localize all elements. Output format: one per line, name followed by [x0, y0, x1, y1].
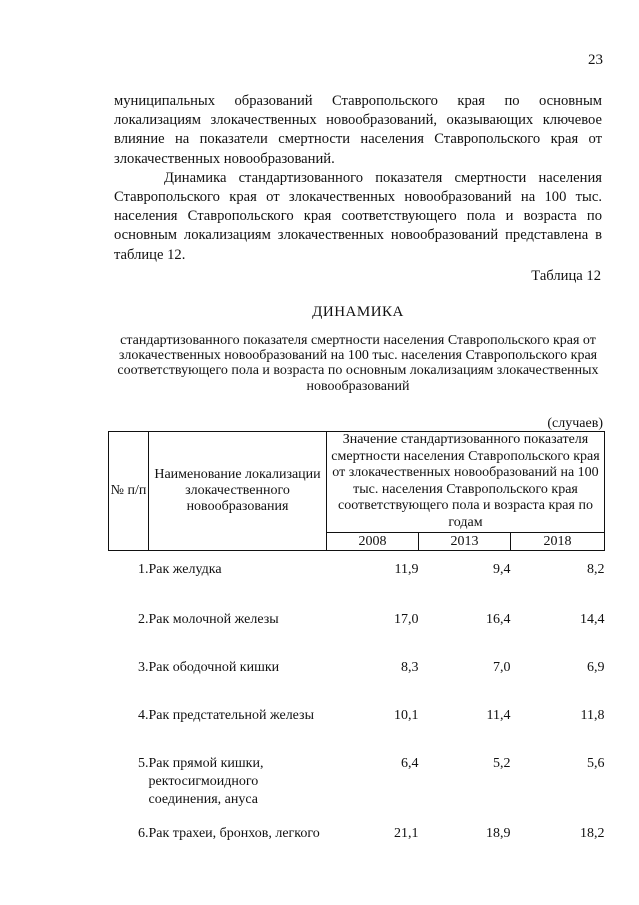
units-label: (случаев) [547, 416, 603, 431]
table-label: Таблица 12 [531, 268, 601, 284]
table-row [109, 741, 605, 811]
table-row [109, 811, 605, 865]
header-year-2013: 2013 [419, 532, 511, 550]
header-year-2008: 2008 [327, 532, 419, 550]
row-value-2018: 8,2 [587, 561, 605, 577]
row-value-2008: 10,1 [394, 707, 419, 723]
row-value-2008: 6,4 [401, 755, 419, 771]
row-name: Рак трахеи, бронхов, легкого [148, 825, 320, 841]
row-value-2013: 7,0 [493, 659, 511, 675]
table-row [109, 599, 605, 647]
row-value-2018: 18,2 [580, 825, 605, 841]
header-name: Наименование локализации злокачественного новообразования [149, 432, 327, 551]
table-row [109, 550, 605, 599]
table-subtitle: стандартизованного показателя смертности населения Ставропольского края от злокачественных новообразований на 100 тыс. населения Ставропольского края соответствующего пола и возраста по основным локализациям злокачественных новообразований [117, 333, 599, 394]
row-value-2013: 18,9 [486, 825, 511, 841]
row-value-2013: 5,2 [493, 755, 511, 771]
paragraph-1: муниципальных образований Ставропольского края по основным локализациям злокачественных новообразований, оказывающих ключевое влияние на показатели смертности населения Ставропольского края от злокачественных новообразований. [114, 93, 602, 167]
row-name: Рак молочной железы [148, 611, 279, 627]
row-name: Рак прямой кишки, ректосигмоидного соединения, ануса [148, 755, 264, 807]
mortality-table [108, 431, 605, 865]
row-value-2013: 9,4 [493, 561, 511, 577]
row-value-2018: 6,9 [587, 659, 605, 675]
row-num: 4. [138, 707, 149, 723]
header-row [109, 432, 605, 533]
row-name: Рак ободочной кишки [148, 659, 280, 675]
header-value-group: Значение стандартизованного показателя смертности населения Ставропольского края от злокачественных новообразований на 100 тыс. населения Ставропольского края соответствующего пола и возраста края по годам [327, 432, 605, 533]
row-name: Рак желудка [148, 561, 222, 577]
row-value-2008: 11,9 [394, 561, 419, 577]
table-row [109, 647, 605, 693]
paragraph-2: Динамика стандартизованного показателя смертности населения Ставропольского края от злокачественных новообразований на 100 тыс. населения Ставропольского края соответствующего пола и возраста по основным локализациям злокачественных новообразований представлена в таблице 12. [114, 169, 602, 263]
row-value-2008: 8,3 [401, 659, 419, 675]
row-value-2008: 17,0 [394, 611, 419, 627]
row-num: 6. [138, 825, 149, 841]
row-value-2013: 11,4 [486, 707, 511, 723]
row-name: Рак предстательной железы [148, 707, 314, 723]
row-value-2018: 11,8 [580, 707, 605, 723]
table-row [109, 693, 605, 741]
header-num: № п/п [109, 432, 149, 551]
row-value-2018: 14,4 [580, 611, 605, 627]
row-num: 3. [138, 659, 149, 675]
row-num: 5. [138, 755, 149, 771]
row-value-2018: 5,6 [587, 755, 605, 771]
header-year-2018: 2018 [511, 532, 605, 550]
page-number: 23 [588, 52, 603, 68]
row-value-2008: 21,1 [394, 825, 419, 841]
row-num: 1. [138, 561, 149, 577]
row-value-2013: 16,4 [486, 611, 511, 627]
row-num: 2. [138, 611, 149, 627]
table-title: ДИНАМИКА [312, 304, 404, 320]
body-text [114, 92, 602, 265]
